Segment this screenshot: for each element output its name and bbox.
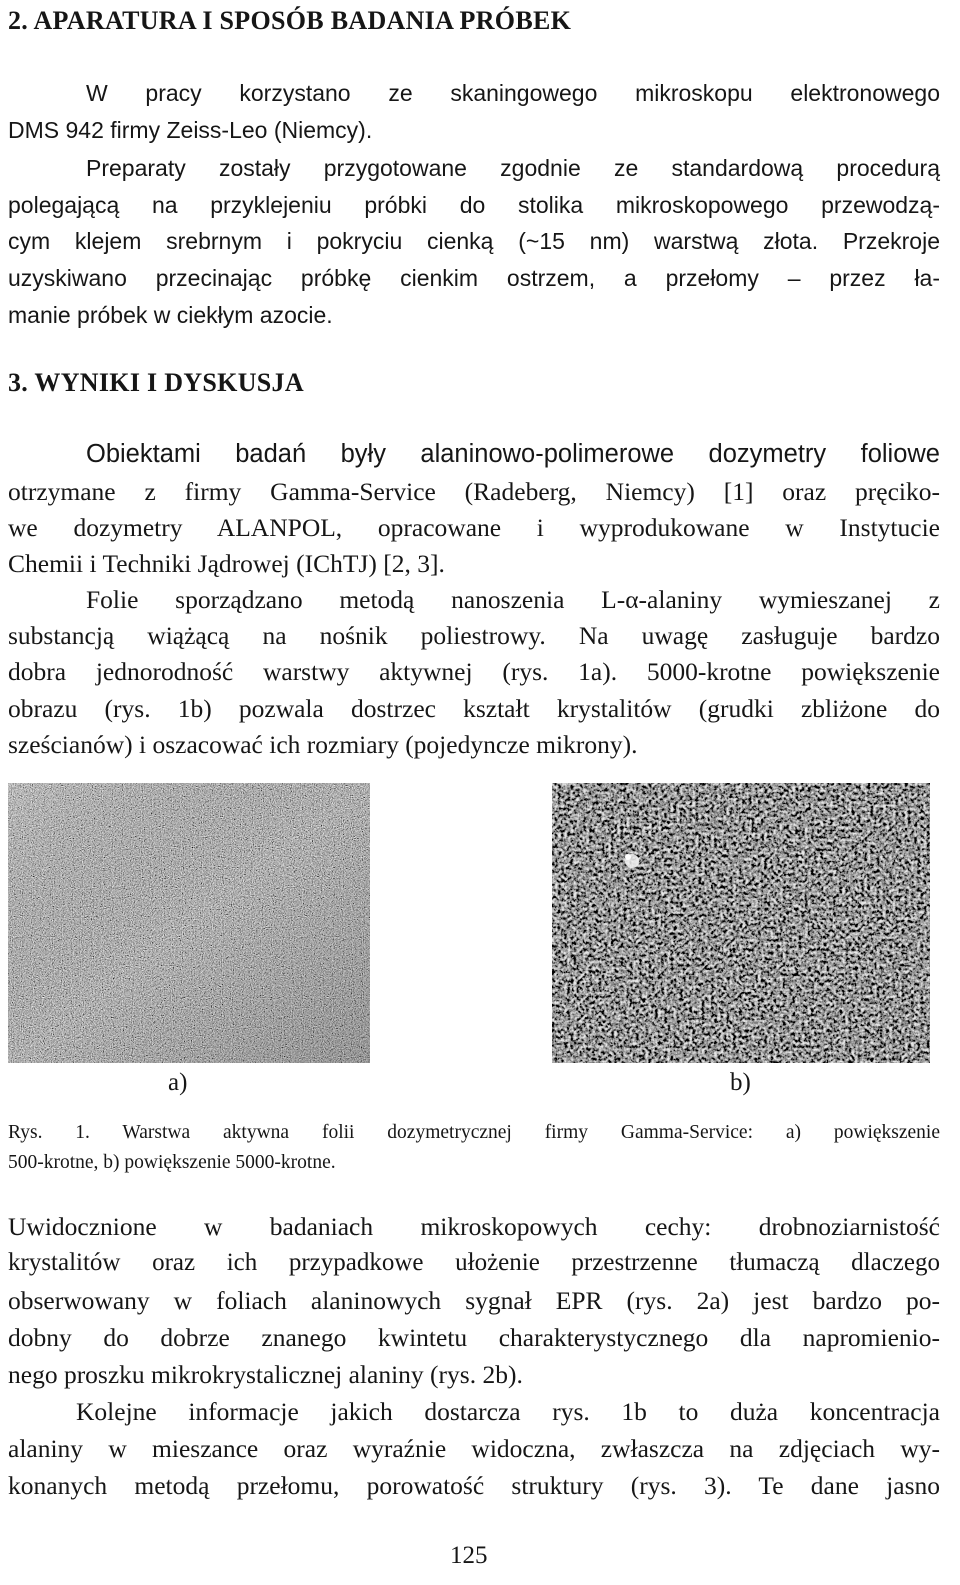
figure-caption-line-1: Rys. 1. Warstwa aktywna folii dozymetrycznej firmy Gamma-Service: a) powiększenie: [8, 1122, 940, 1143]
body-line-2: krystalitów oraz ich przypadkowe ułożenie przestrzenne tłumaczą dlaczego: [8, 1249, 940, 1276]
section-3-line-5: Folie sporządzano metodą nanoszenia L-α-alaniny wymieszanej z: [86, 585, 940, 614]
section-2-line-1: W pracy korzystano ze skaningowego mikroskopu elektronowego: [86, 80, 940, 106]
body-line-4: dobny do dobrze znanego kwintetu charakterystycznego dla napromienio-: [8, 1323, 940, 1352]
section-3-line-6: substancją wiążącą na nośnik poliestrowy. Na uwagę zasługuje bardzo: [8, 621, 940, 650]
section-2-line-6: uzyskiwano przecinając próbkę cienkim ostrzem, a przełomy – przez ła-: [8, 265, 940, 291]
section-2-line-3: Preparaty zostały przygotowane zgodnie ze standardową procedurą: [86, 155, 940, 181]
section-2-line-7: manie próbek w ciekłym azocie.: [8, 302, 333, 328]
section-3-line-2: otrzymane z firmy Gamma-Service (Radeberg, Niemcy) [1] oraz pręciko-: [8, 477, 940, 506]
figure-caption-line-2: 500-krotne, b) powiększenie 5000-krotne.: [8, 1152, 336, 1173]
body-line-1: Uwidocznione w badaniach mikroskopowych cechy: drobnoziarnistość: [8, 1212, 940, 1241]
section-3-line-8: obrazu (rys. 1b) pozwala dostrzec kształt krystalitów (grudki zbliżone do: [8, 694, 940, 723]
body-line-8: konanych metodą przełomu, porowatość struktury (rys. 3). Te dane jasno: [8, 1471, 940, 1500]
figure-label-b: b): [730, 1069, 751, 1096]
body-line-5: nego proszku mikrokrystalicznej alaniny (rys. 2b).: [8, 1360, 523, 1389]
figure-label-a: a): [168, 1069, 188, 1096]
section-3-line-9: sześcianów) i oszacować ich rozmiary (pojedyncze mikrony).: [8, 730, 638, 759]
section-2-heading: 2. APARATURA I SPOSÓB BADANIA PRÓBEK: [8, 6, 572, 35]
section-2-line-4: polegającą na przyklejeniu próbki do stolika mikroskopowego przewodzą-: [8, 192, 940, 218]
section-3-line-7: dobra jednorodność warstwy aktywnej (rys. 1a). 5000-krotne powiększenie: [8, 657, 940, 686]
body-line-3: obserwowany w foliach alaninowych sygnał EPR (rys. 2a) jest bardzo po-: [8, 1286, 940, 1315]
micrograph-b-image: [552, 783, 930, 1063]
section-3-line-4: Chemii i Techniki Jądrowej (IChTJ) [2, 3].: [8, 549, 445, 578]
section-3-line-3: we dozymetry ALANPOL, opracowane i wyprodukowane w Instytucie: [8, 513, 940, 542]
section-3-heading: 3. WYNIKI I DYSKUSJA: [8, 368, 304, 397]
body-line-7: alaniny w mieszance oraz wyraźnie widoczna, zwłaszcza na zdjęciach wy-: [8, 1434, 940, 1463]
section-3-line-1: Obiektami badań były alaninowo-polimerowe dozymetry foliowe: [86, 440, 940, 468]
page-number: 125: [450, 1542, 488, 1569]
section-2-line-5: cym klejem srebrnym i pokryciu cienką (~15 nm) warstwą złota. Przekroje: [8, 228, 940, 254]
body-line-6: Kolejne informacje jakich dostarcza rys. 1b to duża koncentracja: [76, 1397, 940, 1426]
section-2-line-2: DMS 942 firmy Zeiss-Leo (Niemcy).: [8, 117, 373, 143]
micrograph-a-image: [8, 783, 370, 1063]
